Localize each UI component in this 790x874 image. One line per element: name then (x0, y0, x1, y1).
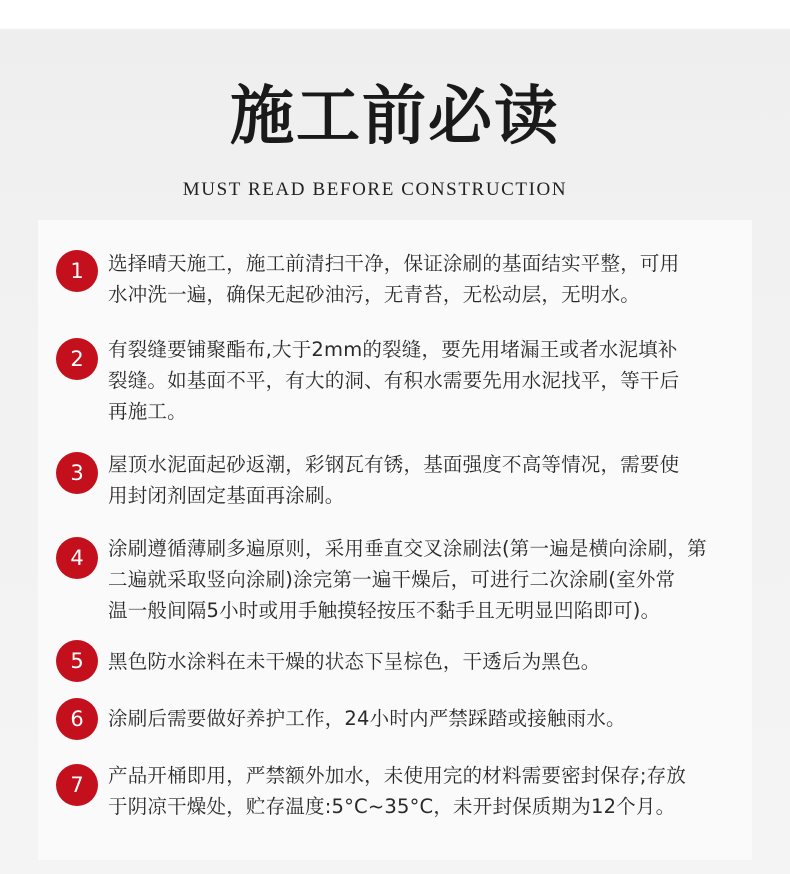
text-line: 水冲洗一遍，确保无起砂油污，无青苔，无松动层，无明水。 (108, 283, 640, 306)
page-subtitle: MUST READ BEFORE CONSTRUCTION (182, 179, 568, 200)
page-title: 施工前必读 (230, 80, 560, 154)
text-line: 涂刷后需要做好养护工作，24小时内严禁踩踏或接触雨水。 (108, 707, 626, 730)
text-line: 屋顶水泥面起砂返潮，彩钢瓦有锈，基面强度不高等情况，需要使 (108, 453, 680, 476)
text-line: 选择晴天施工，施工前清扫干净，保证涂刷的基面结实平整，可用 (108, 252, 680, 275)
step-number-badge: 4 (56, 537, 98, 579)
instruction-text (108, 248, 738, 310)
instruction-text (108, 646, 738, 677)
step-number-badge: 7 (56, 764, 98, 806)
text-line: 黑色防水涂料在未干燥的状态下呈棕色，干透后为黑色。 (108, 650, 601, 673)
instruction-text (108, 760, 738, 822)
text-line: 于阴凉干燥处，贮存温度:5°C~35°C，未开封保质期为12个月。 (108, 795, 676, 818)
step-number-badge: 5 (56, 640, 98, 682)
step-number-badge: 3 (56, 452, 98, 494)
step-number-badge: 1 (56, 250, 98, 292)
instruction-text (108, 533, 738, 626)
text-line: 温一般间隔5小时或用手触摸轻按压不黏手且无明显凹陷即可)。 (108, 599, 661, 622)
step-number-badge: 6 (56, 698, 98, 740)
text-line: 有裂缝要铺聚酯布,大于2mm的裂缝，要先用堵漏王或者水泥填补 (108, 338, 678, 361)
text-line: 二遍就采取竖向涂刷)涂完第一遍干燥后，可进行二次涂刷(室外常 (108, 568, 676, 591)
instruction-text (108, 703, 738, 734)
instruction-text (108, 449, 738, 511)
instruction-text (108, 334, 738, 427)
text-line: 用封闭剂固定基面再涂刷。 (108, 484, 345, 507)
text-line: 再施工。 (108, 400, 187, 423)
text-line: 涂刷遵循薄刷多遍原则，采用垂直交叉涂刷法(第一遍是横向涂刷，第 (108, 537, 707, 560)
text-line: 产品开桶即用，严禁额外加水，未使用完的材料需要密封保存;存放 (108, 764, 687, 787)
step-number-badge: 2 (56, 338, 98, 380)
text-line: 裂缝。如基面不平，有大的洞、有积水需要先用水泥找平，等干后 (108, 369, 680, 392)
